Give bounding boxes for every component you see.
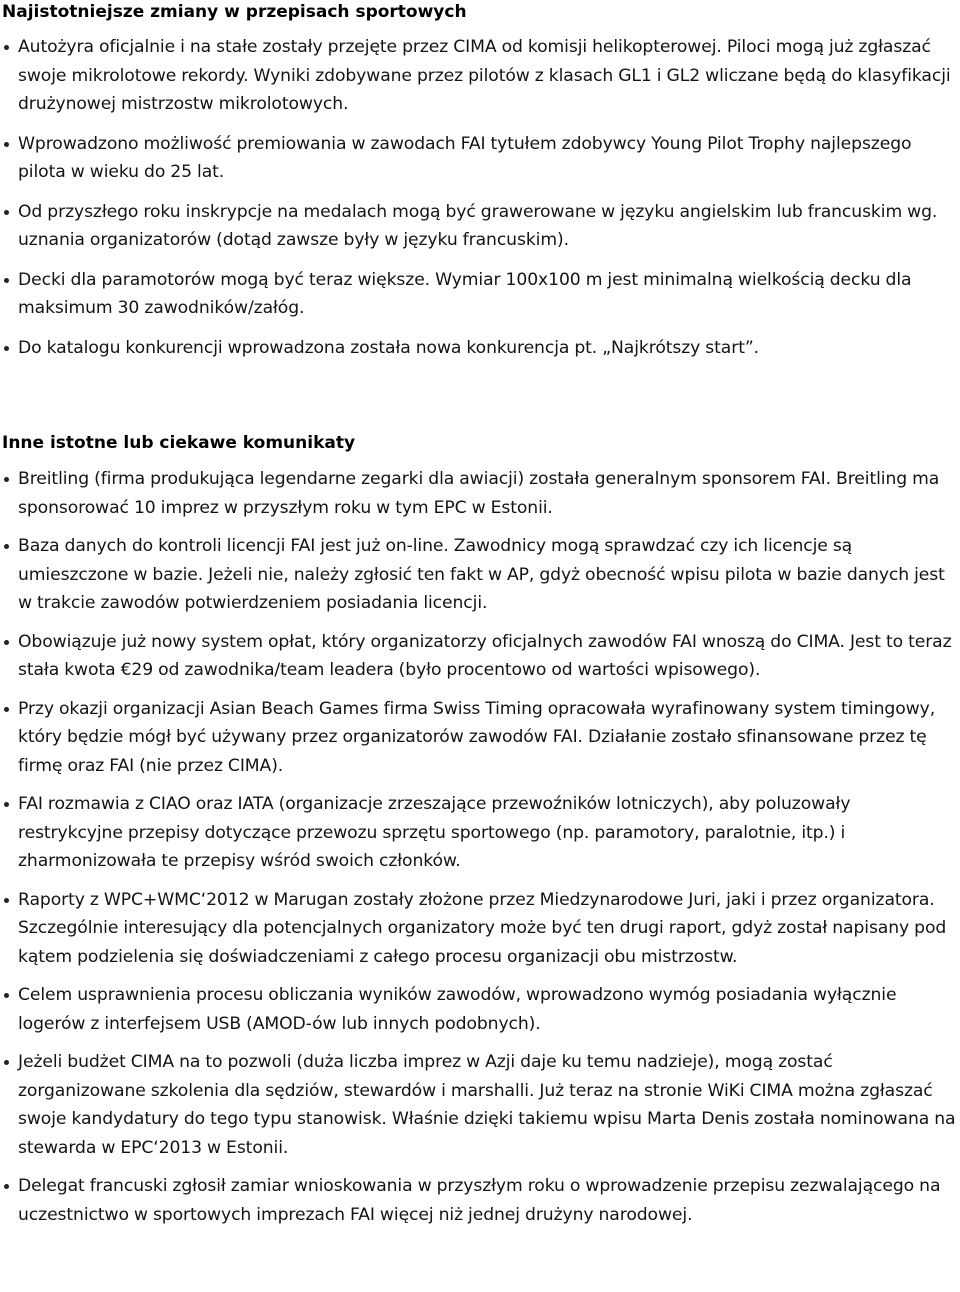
bullet-icon	[4, 1184, 9, 1189]
section-heading-other-announcements: Inne istotne lub ciekawe komunikaty	[2, 433, 356, 453]
bullet-icon	[4, 1060, 9, 1065]
list-item	[0, 130, 958, 187]
bullet-icon	[4, 142, 9, 147]
list-item	[0, 1172, 958, 1229]
list-item-text: Baza danych do kontroli licencji FAI jest już on-line. Zawodnicy mogą sprawdzać czy ich licencje są umieszczone w bazie. Jeżeli nie, należy zgłosić ten fakt w AP, gdyż obecność wpisu pilota w bazie danych jest w trakcie zawodów potwierdzeniem posiadania licencji.	[18, 536, 945, 613]
main-changes-list	[0, 33, 958, 372]
list-item	[0, 695, 958, 781]
bullet-icon	[4, 640, 9, 645]
list-item	[0, 198, 958, 255]
list-item-text: Autożyra oficjalnie i na stałe zostały przejęte przez CIMA od komisji helikopterowej. Piloci mogą już zgłaszać swoje mikrolotowe rekordy. Wyniki zdobywane przez pilotów z klasach GL1 i GL2 wliczane będą do klasyfikacji drużynowej mistrzostw mikrolotowych.	[18, 37, 951, 114]
list-item-text: Przy okazji organizacji Asian Beach Games firma Swiss Timing opracowała wyrafinowany system timingowy, który będzie mógł być używany przez organizatorów zawodów FAI. Działanie zostało sfinansowane przez tę firmę oraz FAI (nie przez CIMA).	[18, 698, 936, 776]
list-item-text: Obowiązuje już nowy system opłat, który organizatorzy oficjalnych zawodów FAI wnoszą do CIMA. Jest to teraz stała kwota €29 od zawodnika/team leadera (było procentowo od wartości wpisowego).	[18, 631, 952, 680]
list-item	[0, 981, 958, 1038]
bullet-icon	[4, 346, 9, 351]
bullet-icon	[4, 278, 9, 283]
list-item-text: Raporty z WPC+WMC‘2012 w Marugan zostały złożone przez Miedzynarodowe Juri, jaki i przez organizatora. Szczególnie interesujący dla potencjalnych organizatory może być ten drugi raport, gdyż został napisany pod kątem podzielenia się doświadczeniami z całego procesu organizacji obu mistrzostw.	[18, 889, 947, 967]
list-item-text: Delegat francuski zgłosił zamiar wnioskowania w przyszłym roku o wprowadzenie przepisu zezwalającego na uczestnictwo w sportowych imprezach FAI więcej niż jednej drużyny narodowej.	[18, 1176, 941, 1225]
list-item-text: Wprowadzono możliwość premiowania w zawodach FAI tytułem zdobywcy Young Pilot Trophy najlepszego pilota w wieku do 25 lat.	[18, 133, 912, 182]
list-item	[0, 465, 958, 522]
bullet-icon	[4, 210, 9, 215]
list-item	[0, 790, 958, 876]
list-item	[0, 334, 958, 363]
list-item-text: Celem usprawnienia procesu obliczania wyników zawodów, wprowadzono wymóg posiadania wyłącznie logerów z interfejsem USB (AMOD-ów lub innych podobnych).	[18, 985, 897, 1034]
list-item-text: Jeżeli budżet CIMA na to pozwoli (duża liczba imprez w Azji daje ku temu nadzieje), mogą zostać zorganizowane szkolenia dla sędziów, stewardów i marshalli. Już teraz na stronie WiKi CIMA można zgłaszać swoje kandydatury do tego typu stanowisk. Właśnie dzięki takiemu wpisu Marta Denis została nominowana na stewarda w EPC‘2013 w Estonii.	[18, 1052, 956, 1158]
list-item-text: FAI rozmawia z CIAO oraz IATA (organizacje zrzeszające przewoźników lotniczych), aby poluzowały restrykcyjne przepisy dotyczące przewozu sprzętu sportowego (np. paramotory, paralotnie, itp.) i zharmonizowała te przepisy wśród swoich członków.	[18, 794, 851, 871]
section-heading-main-changes: Najistotniejsze zmiany w przepisach sportowych	[2, 2, 467, 22]
list-item-text: Breitling (firma produkująca legendarne zegarki dla awiacji) została generalnym sponsorem FAI. Breitling ma sponsorować 10 imprez w przyszłym roku w tym EPC w Estonii.	[18, 469, 940, 518]
list-item	[0, 532, 958, 618]
list-item	[0, 1048, 958, 1162]
bullet-icon	[4, 898, 9, 903]
list-item	[0, 33, 958, 119]
bullet-icon	[4, 993, 9, 998]
bullet-icon	[4, 544, 9, 549]
list-item	[0, 628, 958, 685]
other-announcements-list	[0, 465, 958, 1239]
list-item	[0, 886, 958, 972]
bullet-icon	[4, 707, 9, 712]
list-item-text: Decki dla paramotorów mogą być teraz większe. Wymiar 100x100 m jest minimalną wielkością decku dla maksimum 30 zawodników/załóg.	[18, 269, 912, 318]
list-item	[0, 266, 958, 323]
bullet-icon	[4, 45, 9, 50]
bullet-icon	[4, 802, 9, 807]
list-item-text: Do katalogu konkurencji wprowadzona została nowa konkurencja pt. „Najkrótszy start”.	[18, 337, 760, 358]
bullet-icon	[4, 477, 9, 482]
list-item-text: Od przyszłego roku inskrypcje na medalach mogą być grawerowane w języku angielskim lub francuskim wg. uznania organizatorów (dotąd zawsze były w języku francuskim).	[18, 201, 938, 250]
